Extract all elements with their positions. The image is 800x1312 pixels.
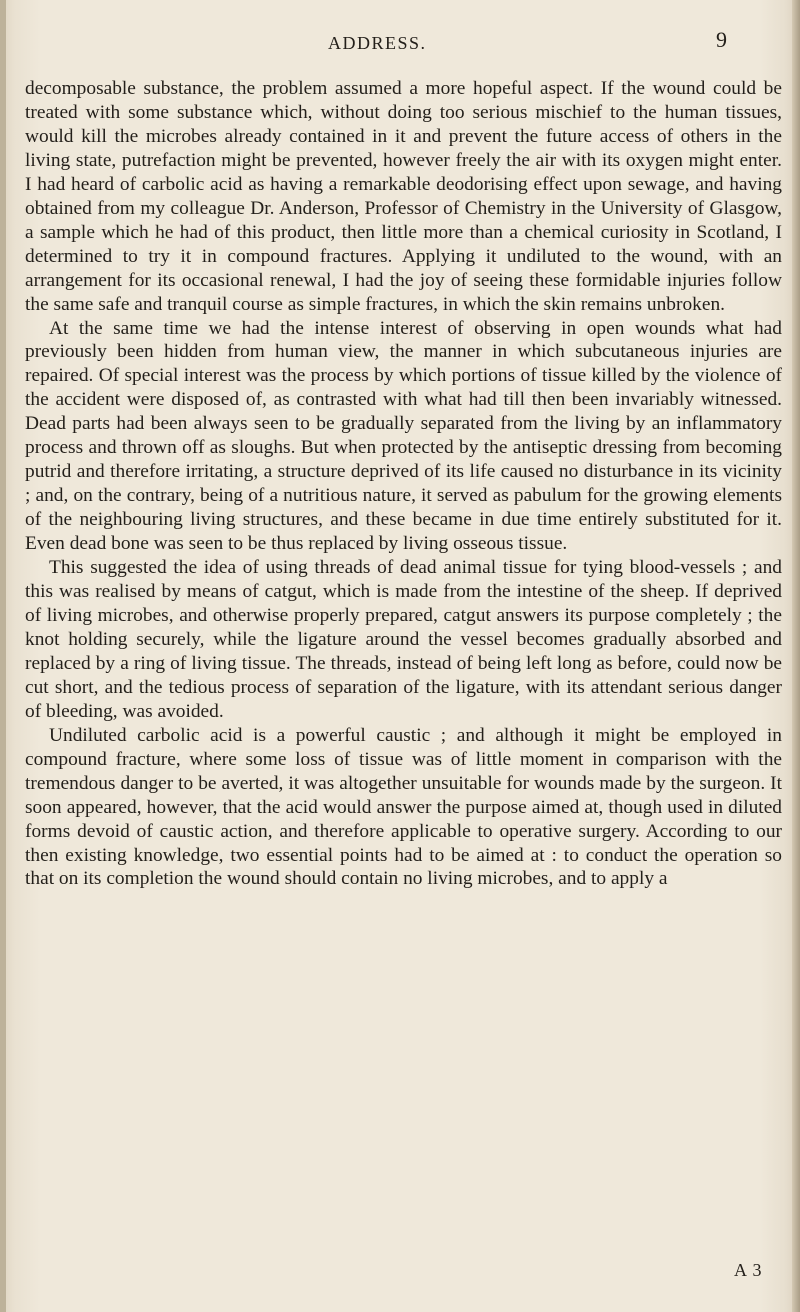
signature-mark: A 3: [734, 1260, 763, 1280]
left-page-edge: [0, 0, 6, 1312]
page-number: 9: [716, 27, 727, 52]
paragraph: decomposable substance, the problem assumed a more hopeful aspect. If the wound could be treated with some substance which, without doing too serious mischief to the human tissues, would kill the microbes already contained in it and prevent the future access of others in the living state, putrefaction might be prevented, however freely the air with its oxygen might enter. I had heard of carbolic acid as having a remarkable deodorising effect upon sewage, and having obtained from my colleague Dr. Anderson, Professor of Chemistry in the University of Glasgow, a sample which he had of this product, then little more than a chemical curiosity in Scotland, I determined to try it in compound fractures. Applying it undiluted to the wound, with an arrangement for its occasional renewal, I had the joy of seeing these formidable injuries follow the same safe and tranquil course as simple fractures, in which the skin remains unbroken.: [25, 78, 782, 315]
page-header: [0, 27, 800, 63]
body-text: [25, 77, 782, 891]
paragraph: Undiluted carbolic acid is a powerful caustic ; and although it might be employed in compound fracture, where some loss of tissue was of little moment in comparison with the tremendous danger to be averted, it was altogether unsuitable for wounds made by the surgeon. It soon appeared, however, that the acid would answer the purpose aimed at, though used in diluted forms devoid of caustic action, and therefore applicable to operative surgery. According to our then existing knowledge, two essential points had to be aimed at : to conduct the operation so that on its completion the wound should contain no living microbes, and to apply a: [25, 724, 782, 890]
paragraph: At the same time we had the intense interest of observing in open wounds what had previously been hidden from human view, the manner in which subcutaneous injuries are repaired. Of special interest was the process by which portions of tissue killed by the violence of the accident were disposed of, as contrasted with what had till then been invariably witnessed. Dead parts had been always seen to be gradually separated from the living by an inflammatory process and thrown off as sloughs. But when protected by the antiseptic dressing from becoming putrid and therefore irritating, a structure deprived of its life caused no disturbance in its vicinity ; and, on the contrary, being of a nutritious nature, it served as pabulum for the growing elements of the neighbouring living structures, and these became in due time entirely substituted for it. Even dead bone was seen to be thus replaced by living osseous tissue.: [25, 317, 782, 555]
running-head: ADDRESS.: [328, 33, 427, 53]
paragraph: This suggested the idea of using threads of dead animal tissue for tying blood-vessels ; and this was realised by means of catgut, which is made from the intestine of the sheep. If deprived of living microbes, and otherwise properly prepared, catgut answers its purpose completely ; the knot holding securely, while the ligature around the vessel becomes gradually absorbed and replaced by a ring of living tissue. The threads, instead of being left long as before, could now be cut short, and the tedious process of separation of the ligature, with its attendant serious danger of bleeding, was avoided.: [25, 557, 782, 722]
right-page-edge: [792, 0, 800, 1312]
